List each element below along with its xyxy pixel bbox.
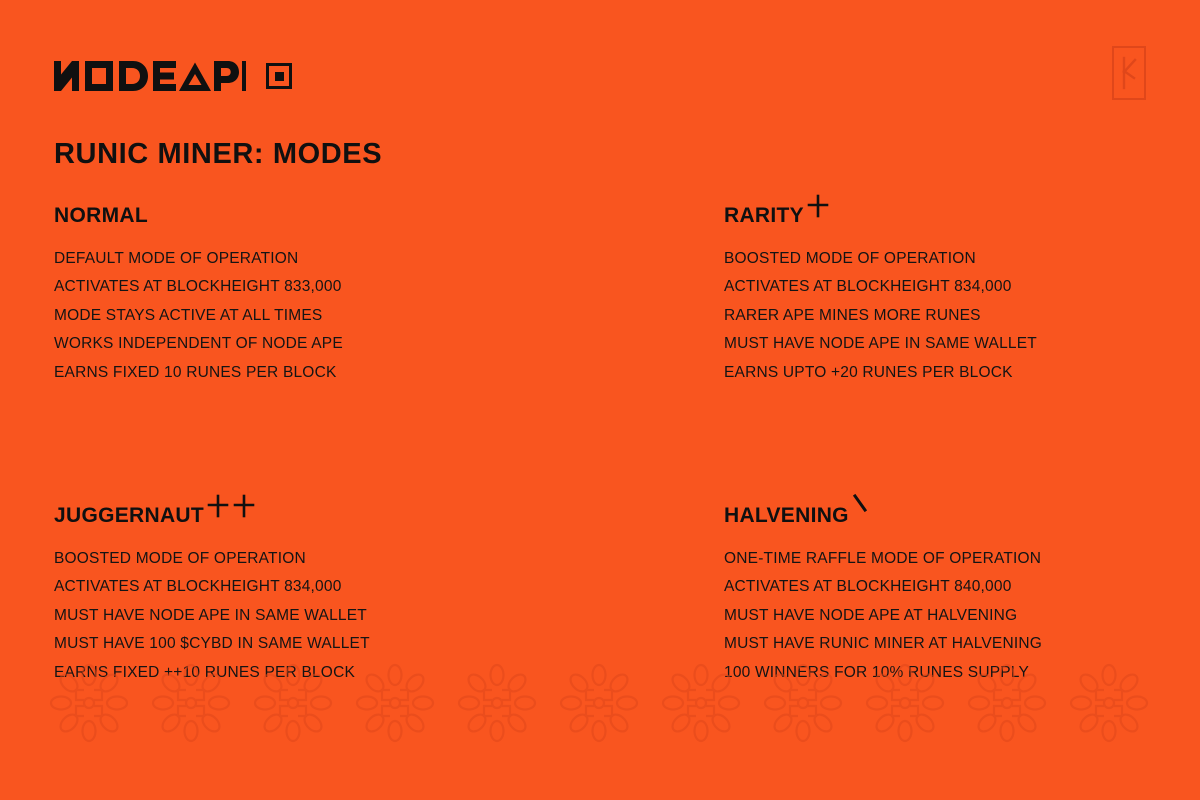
mode-card-halvening: [724, 505, 1146, 687]
mode-detail-line: BOOSTED MODE OF OPERATION: [54, 550, 306, 568]
mode-detail-line: MODE STAYS ACTIVE AT ALL TIMES: [54, 306, 323, 324]
mode-detail-line: MUST HAVE RUNIC MINER AT HALVENING: [724, 635, 1042, 653]
square-dot-icon: [266, 63, 292, 89]
mode-detail-line: MUST HAVE NODE APE AT HALVENING: [724, 606, 1018, 624]
mode-header: [54, 505, 724, 531]
mode-title: NORMAL: [54, 204, 148, 227]
mode-glyph-group: [205, 493, 257, 519]
mode-detail-line: ACTIVATES AT BLOCKHEIGHT 840,000: [724, 578, 1012, 596]
mode-detail-line: ACTIVATES AT BLOCKHEIGHT 834,000: [724, 278, 1012, 296]
mode-detail-line: MUST HAVE NODE APE IN SAME WALLET: [724, 335, 1037, 353]
mode-detail-line: 100 WINNERS FOR 10% RUNES SUPPLY: [724, 663, 1030, 681]
rune-mark-icon: [1112, 46, 1146, 100]
mode-header: [724, 205, 1146, 231]
mode-title: HALVENING: [724, 504, 849, 528]
mode-card-rarity: [724, 205, 1146, 387]
page-title: RUNIC MINER: MODES: [54, 138, 383, 170]
mode-detail-line: EARNS FIXED 10 RUNES PER BLOCK: [54, 363, 337, 381]
mode-card-juggernaut: [54, 505, 724, 687]
modes-grid: [54, 205, 1146, 687]
mode-glyph-group: [805, 193, 831, 219]
mode-detail-line: RARER APE MINES MORE RUNES: [724, 306, 981, 324]
mode-detail-line: EARNS UPTO +20 RUNES PER BLOCK: [724, 363, 1013, 381]
mode-header: [54, 205, 724, 231]
mode-detail-line: ACTIVATES AT BLOCKHEIGHT 834,000: [54, 578, 342, 596]
mode-detail-line: MUST HAVE NODE APE IN SAME WALLET: [54, 606, 367, 624]
mode-detail-line: EARNS FIXED ++10 RUNES PER BLOCK: [54, 663, 355, 681]
cross-glyph-icon: [205, 493, 231, 519]
cross-glyph-icon: [231, 493, 257, 519]
mode-header: [724, 505, 1146, 531]
mode-detail-line: DEFAULT MODE OF OPERATION: [54, 250, 299, 267]
slash-glyph-icon: [850, 493, 872, 519]
mode-detail-line: ACTIVATES AT BLOCKHEIGHT 833,000: [54, 278, 342, 296]
mode-detail-line: ONE-TIME RAFFLE MODE OF OPERATION: [724, 550, 1042, 568]
mode-glyph-group: [850, 493, 872, 519]
cross-glyph-icon: [805, 193, 831, 219]
mode-detail-line: WORKS INDEPENDENT OF NODE APE: [54, 335, 343, 353]
mode-card-normal: [54, 205, 724, 387]
page-header: [54, 48, 1146, 104]
brand-wordmark: [54, 59, 246, 93]
mode-title: RARITY: [724, 204, 804, 227]
mode-detail-line: MUST HAVE 100 $CYBD IN SAME WALLET: [54, 635, 370, 653]
mode-detail-line: BOOSTED MODE OF OPERATION: [724, 250, 976, 267]
mode-title: JUGGERNAUT: [54, 504, 205, 528]
brand-logo[interactable]: [54, 59, 292, 93]
